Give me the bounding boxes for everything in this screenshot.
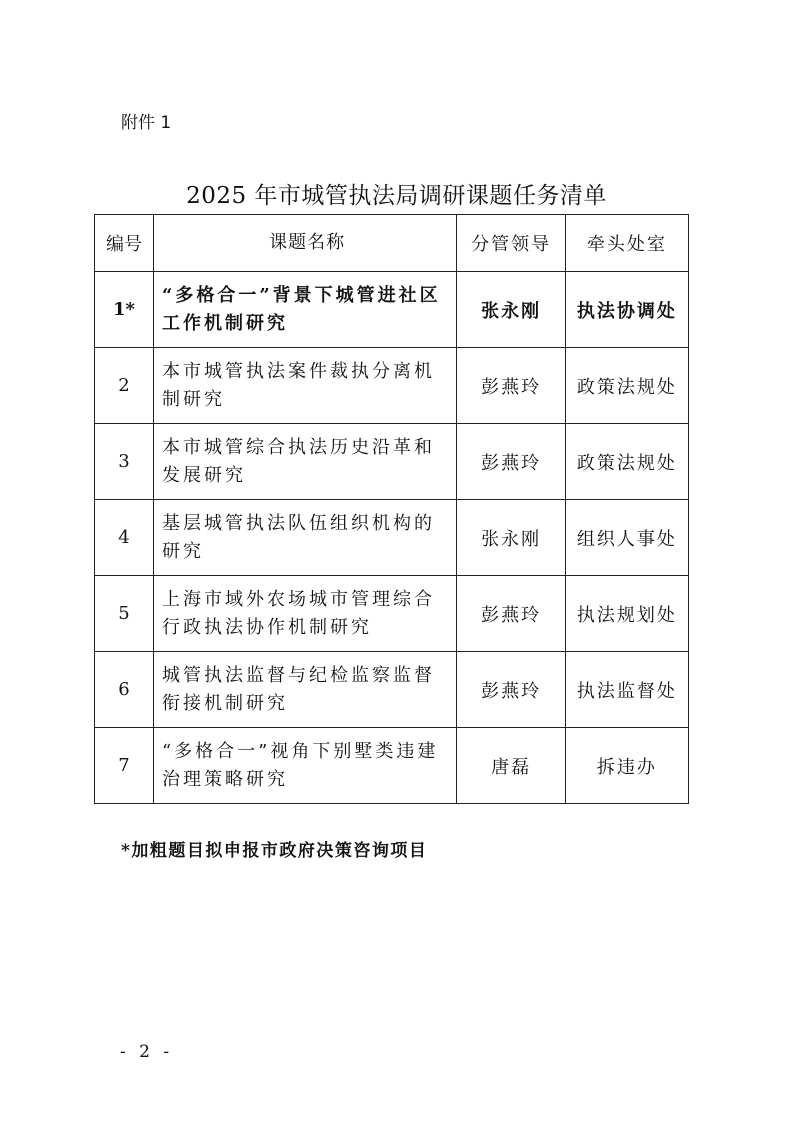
row-topic: 城管执法监督与纪检监察监督衔接机制研究: [153, 652, 456, 728]
row-leader: 张永刚: [457, 500, 566, 576]
row-leader: 彭燕玲: [457, 348, 566, 424]
footnote: *加粗题目拟申报市政府决策咨询项目: [121, 841, 428, 861]
row-no: 5: [95, 576, 154, 652]
row-department: 拆违办: [565, 728, 688, 804]
table-header-row: [95, 215, 689, 272]
row-leader: 张永刚: [457, 272, 566, 348]
row-no: 6: [95, 652, 154, 728]
table-row: [95, 652, 689, 728]
row-leader: 彭燕玲: [457, 652, 566, 728]
row-topic: 本市城管执法案件裁执分离机制研究: [153, 348, 456, 424]
table-row: [95, 272, 689, 348]
row-department: 政策法规处: [565, 348, 688, 424]
table-row: [95, 500, 689, 576]
row-department: 组织人事处: [565, 500, 688, 576]
row-no: 4: [95, 500, 154, 576]
row-department: 执法规划处: [565, 576, 688, 652]
row-department: 执法协调处: [565, 272, 688, 348]
row-topic: “多格合一”视角下别墅类违建治理策略研究: [153, 728, 456, 804]
row-leader: 彭燕玲: [457, 424, 566, 500]
row-department: 政策法规处: [565, 424, 688, 500]
row-no: 1*: [95, 272, 154, 348]
table-row: [95, 728, 689, 804]
row-topic: “多格合一”背景下城管进社区工作机制研究: [153, 272, 456, 348]
task-table: [94, 214, 689, 804]
row-department: 执法监督处: [565, 652, 688, 728]
table-row: [95, 424, 689, 500]
table-row: [95, 576, 689, 652]
header-topic: 课题名称: [153, 215, 456, 272]
row-leader: 彭燕玲: [457, 576, 566, 652]
header-department: 牵头处室: [565, 215, 688, 272]
row-topic: 上海市域外农场城市管理综合行政执法协作机制研究: [153, 576, 456, 652]
row-topic: 基层城管执法队伍组织机构的研究: [153, 500, 456, 576]
row-no: 7: [95, 728, 154, 804]
page-number: - 2 -: [120, 1042, 174, 1062]
header-no: 编号: [95, 215, 154, 272]
row-no: 2: [95, 348, 154, 424]
row-topic: 本市城管综合执法历史沿革和发展研究: [153, 424, 456, 500]
table-row: [95, 348, 689, 424]
row-no: 3: [95, 424, 154, 500]
attachment-label: 附件 1: [121, 113, 172, 133]
row-leader: 唐磊: [457, 728, 566, 804]
document-title: 2025 年市城管执法局调研课题任务清单: [186, 183, 607, 209]
header-leader: 分管领导: [457, 215, 566, 272]
